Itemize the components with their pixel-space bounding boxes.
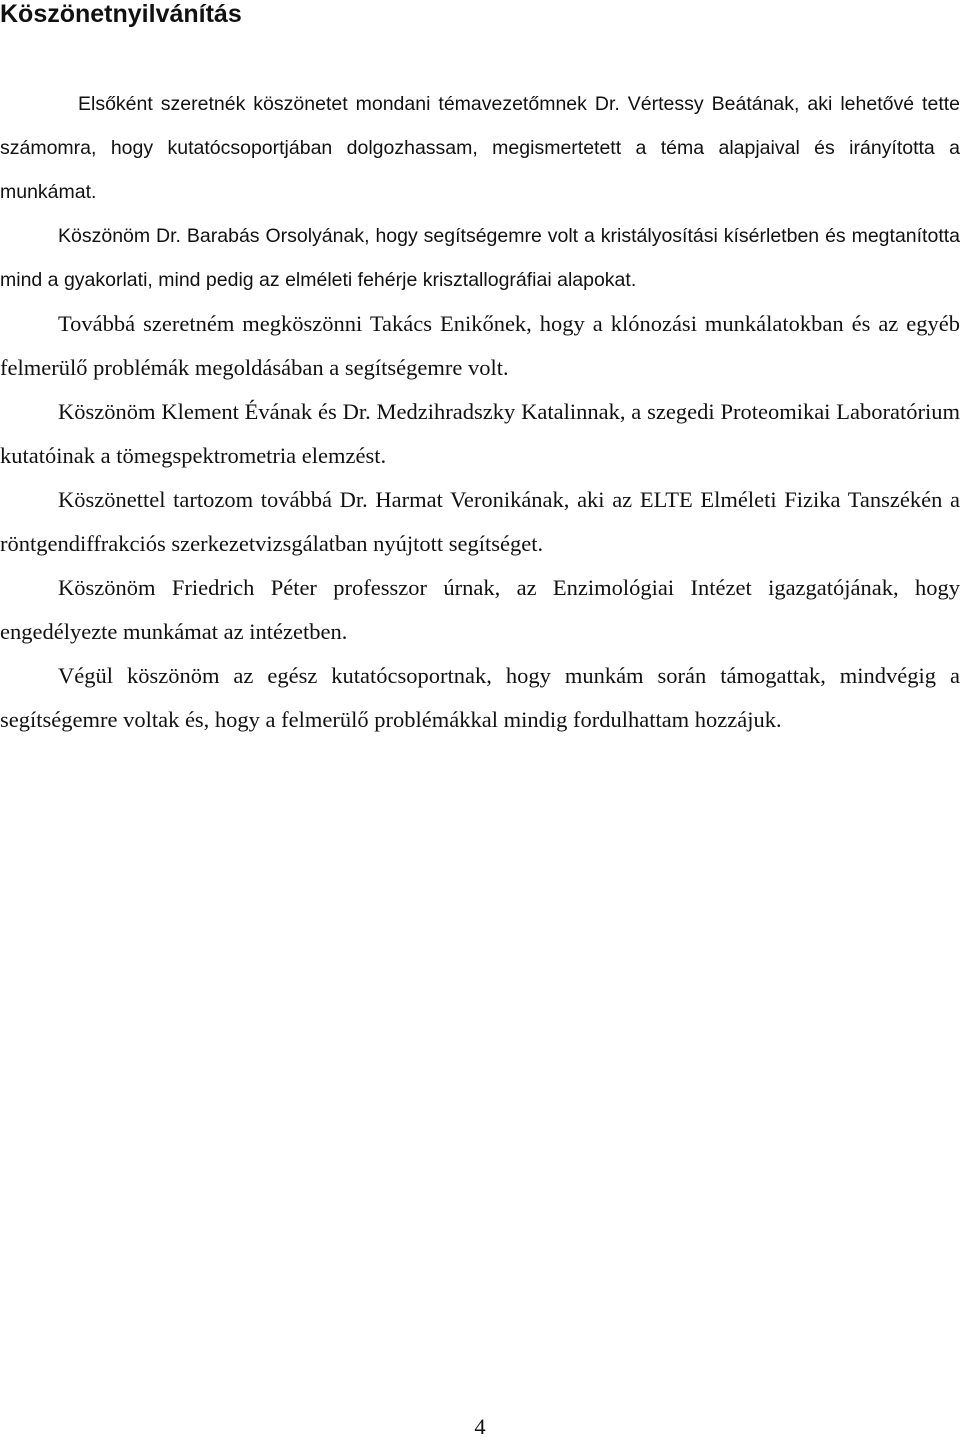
paragraph-supervisor: Elsőként szeretnék köszönetet mondani témavezetőmnek Dr. Vértessy Beátának, aki lehetővé tette számomra, hogy kutatócsoportjában dolgozhassam, megismertetett a téma alapjaival és irányította a munkámat. xyxy=(0,93,960,203)
paragraph-cloning: Továbbá szeretném megköszönni Takács Enikőnek, hogy a klónozási munkálatokban és az egyéb felmerülő problémák megoldásában a segítségemre volt. xyxy=(0,311,960,380)
paragraph-x-ray-diffraction: Köszönettel tartozom továbbá Dr. Harmat Veronikának, aki az ELTE Elméleti Fizika Tanszékén a röntgendiffrakciós szerkezetvizsgálatban nyújtott segítséget. xyxy=(0,487,960,556)
paragraph-institute-director: Köszönöm Friedrich Péter professzor úrnak, az Enzimológiai Intézet igazgatójának, hogy engedélyezte munkámat az intézetben. xyxy=(0,575,960,644)
paragraph-crystallization: Köszönöm Dr. Barabás Orsolyának, hogy segítségemre volt a kristályosítási kísérletben és megtanította mind a gyakorlati, mind pedig az elméleti fehérje krisztallográfiai alapokat. xyxy=(0,225,960,291)
page-title: Köszönetnyilvánítás xyxy=(0,0,242,28)
acknowledgements-body xyxy=(0,82,960,742)
paragraph-mass-spectrometry: Köszönöm Klement Évának és Dr. Medzihradszky Katalinnak, a szegedi Proteomikai Laboratórium kutatóinak a tömegspektrometria elemzést. xyxy=(0,399,960,468)
paragraph-research-group: Végül köszönöm az egész kutatócsoportnak, hogy munkám során támogattak, mindvégig a segítségemre voltak és, hogy a felmerülő problémákkal mindig fordulhattam hozzájuk. xyxy=(0,663,960,732)
page-number: 4 xyxy=(474,1414,486,1439)
